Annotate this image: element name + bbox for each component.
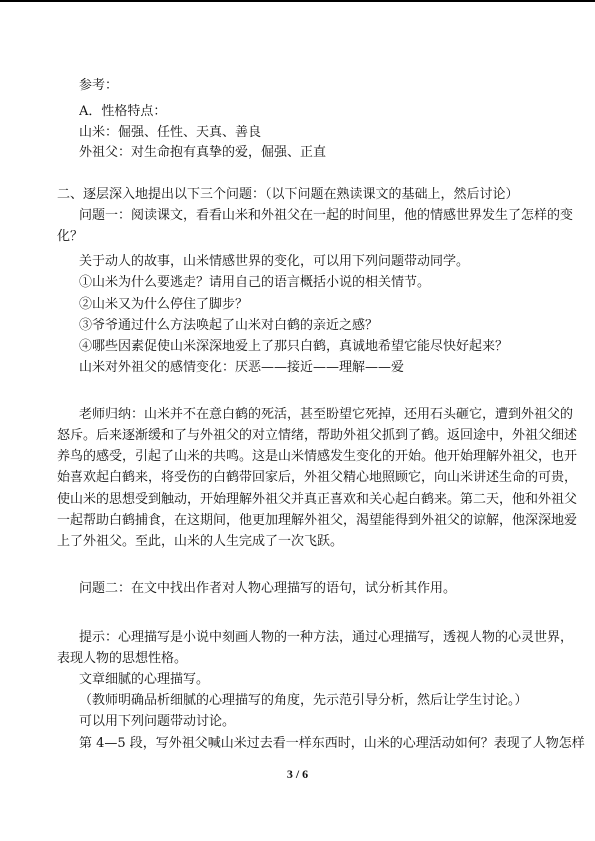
text-line: 表现人物的思想性格。	[57, 651, 188, 666]
text-line: 提示：心理描写是小说中刻画人物的一种方法，通过心理描写，透视人物的心灵世界，	[79, 630, 574, 645]
section-heading: 二、逐层深入地提出以下三个问题：（以下问题在熟读课文的基础上，然后讨论）	[57, 187, 519, 202]
text-line: 化？	[57, 229, 84, 244]
text-line: 问题一：阅读课文，看看山米和外祖父在一起的时间里，他的情感世界发生了怎样的变	[79, 208, 574, 223]
page-number: 3 / 6	[286, 767, 309, 781]
text-line: 问题二：在文中找出作者对人物心理描写的语句，试分析其作用。	[79, 581, 457, 596]
text-line: 始喜欢起白鹤来，将受伤的白鹤带回家后，外祖父精心地照顾它，向山米讲述生命的可贵，	[57, 470, 578, 485]
text-line: 养鸟的感受，引起了山米的共鸣。这是山米情感发生变化的开始。他开始理解外祖父，也开	[57, 449, 578, 464]
text-line: 外祖父：对生命抱有真挚的爱，倔强、正直	[79, 145, 327, 160]
text-line: 参考：	[79, 78, 119, 93]
page-top-rule	[0, 0, 595, 2]
text-line: （教师明确品析细腻的心理描写的角度，先示范引导分析，然后让学生讨论。）	[79, 693, 528, 708]
text-line: 山米对外祖父的感情变化：厌恶——接近——理解——爱	[79, 360, 405, 375]
text-line: 使山米的思想受到触动，开始理解外祖父并真正喜欢和关心起白鹤来。第二天，他和外祖父	[57, 492, 578, 507]
list-item: ②山米又为什么停住了脚步？	[79, 297, 249, 312]
list-item: ①山米为什么要逃走？请用自己的语言概括小说的相关情节。	[79, 275, 431, 290]
text-line: 老师归纳：山米并不在意白鹤的死活，甚至盼望它死掉，还用石头砸它，遭到外祖父的	[79, 407, 574, 422]
text-line: 上了外祖父。至此，山米的人生完成了一次飞跃。	[57, 534, 344, 549]
list-item: ④哪些因素促使山米深深地爱上了那只白鹤，真诚地希望它能尽快好起来？	[79, 339, 509, 354]
text-line: 一起帮助白鹤捕食，在这期间，他更加理解外祖父，渴望能得到外祖父的谅解，他深深地爱	[57, 513, 578, 528]
list-item: ③爷爷通过什么方法唤起了山米对白鹤的亲近之感？	[79, 318, 379, 333]
text-line: 文章细腻的心理描写。	[79, 672, 210, 687]
text-line: A．性格特点：	[79, 104, 167, 119]
text-line: 可以用下列问题带动讨论。	[79, 714, 236, 729]
text-line: 山米：倔强、任性、天真、善良	[79, 125, 262, 140]
text-line: 第 4—5 段，写外祖父喊山米过去看一样东西时，山米的心理活动如何？表现了人物怎样	[79, 736, 585, 751]
text-line: 关于动人的故事，山米情感世界的变化，可以用下列问题带动同学。	[79, 254, 470, 269]
text-line: 怒斥。后来逐渐缓和了与外祖父的对立情绪，帮助外祖父抓到了鹤。返回途中，外祖父细述	[57, 428, 578, 443]
